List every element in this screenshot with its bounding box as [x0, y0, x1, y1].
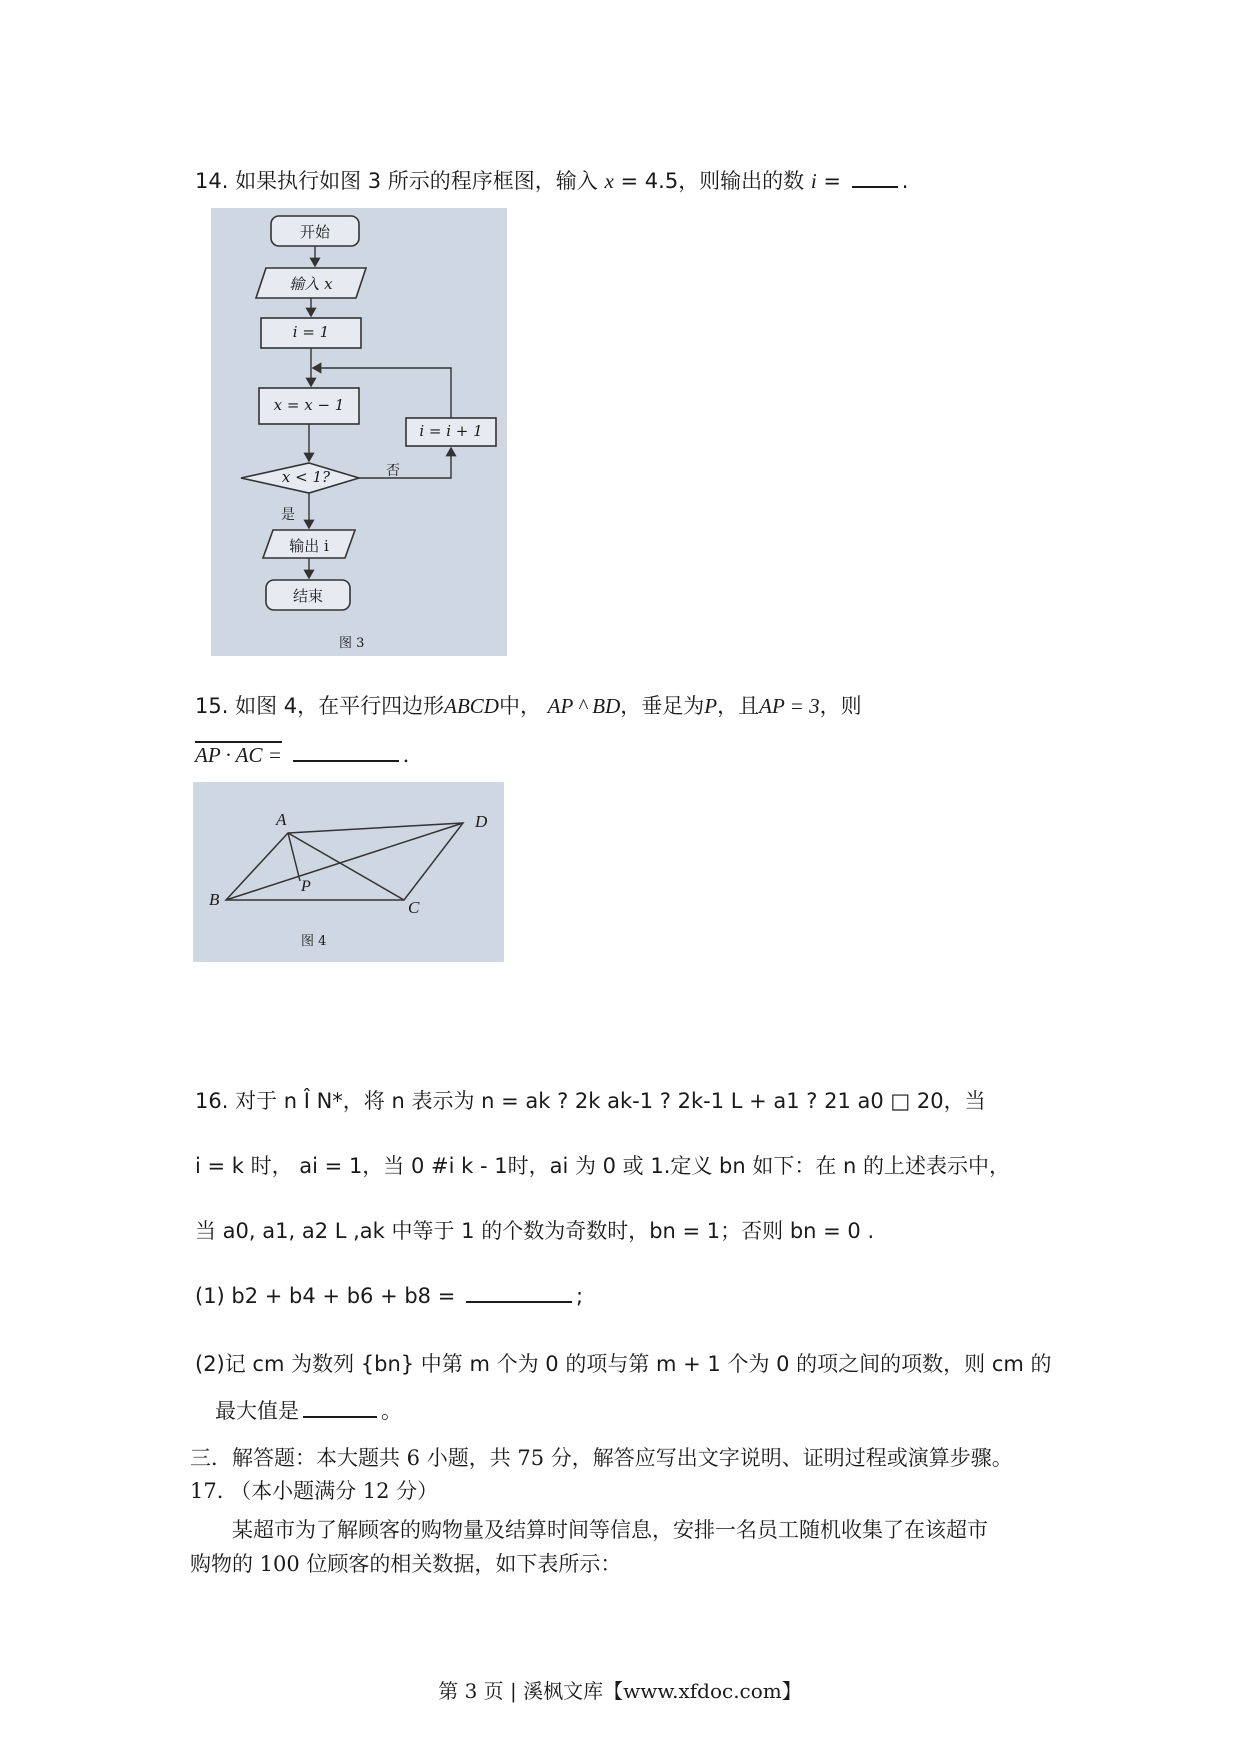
- question-text-b: ，则输出的数: [678, 169, 805, 193]
- question-17-line-1: 某超市为了解顾客的购物量及结算时间等信息，安排一名员工随机收集了在该超市: [232, 1518, 988, 1542]
- parallelogram-svg: [193, 782, 504, 962]
- text-mid: 中，: [498, 694, 541, 718]
- question-text: 如图 4，在平行四边形: [235, 694, 445, 718]
- answer-blank: [852, 168, 898, 188]
- point-p: P: [704, 694, 718, 718]
- perpendicular-expr: AP ^ BD: [547, 694, 621, 718]
- no-label: 否: [386, 463, 400, 479]
- label-d: D: [475, 812, 488, 831]
- text-and: ，且: [717, 694, 760, 718]
- answer-blank: [303, 1398, 377, 1418]
- condition-label: x < 1?: [281, 468, 331, 486]
- question-14: [195, 165, 908, 195]
- update-label: x = x − 1: [273, 396, 345, 414]
- answer-blank: [466, 1283, 572, 1303]
- text-then: ，则: [819, 694, 862, 718]
- variable-x: x: [604, 169, 614, 193]
- question-16-part-2: (2)记 cm 为数列 {bn} 中第 m 个为 0 的项与第 m + 1 个为 0 的项之间的项数，则 cm 的: [195, 1352, 1052, 1376]
- question-16-line-1: 16. 对于 n Î N*，将 n 表示为 n = ak ? 2k ak-1 ? 2k-1 L + a1 ? 21 a0 □ 20，当: [195, 1089, 986, 1113]
- part-1-expr: (1) b2 + b4 + b6 + b8 =: [195, 1284, 456, 1308]
- part-2b-text: 最大值是: [215, 1399, 299, 1423]
- output-label: 输出 i: [289, 537, 329, 555]
- start-label: 开始: [299, 223, 330, 241]
- question-number: 15.: [195, 694, 229, 718]
- period: .: [901, 169, 909, 193]
- page-footer: 第 3 页 | 溪枫文库【www.xfdoc.com】: [438, 1679, 802, 1703]
- question-number: 17.: [190, 1479, 224, 1503]
- question-15-line-2: [195, 742, 409, 768]
- part-2b-tail: 。: [381, 1399, 402, 1423]
- shape-name: ABCD: [444, 694, 499, 718]
- period: .: [402, 743, 410, 767]
- label-c: C: [408, 898, 420, 917]
- question-17-header: [190, 1475, 438, 1505]
- part-1-tail: ;: [575, 1284, 584, 1308]
- dot-product-expr: AP · AC =: [195, 743, 282, 767]
- question-16-part-2b: [215, 1395, 402, 1425]
- input-label: 输入 x: [289, 275, 333, 293]
- text-foot: ，垂足为: [620, 694, 705, 718]
- answer-blank: [293, 742, 399, 762]
- flowchart-figure-3: [211, 208, 507, 656]
- yes-label: 是: [281, 507, 295, 523]
- variable-i: i: [810, 169, 817, 193]
- parallelogram-figure-4: [193, 782, 504, 962]
- question-points: （本小题满分 12 分）: [230, 1479, 439, 1503]
- label-p: P: [301, 878, 311, 895]
- init-label: i = 1: [292, 323, 330, 341]
- label-b: B: [209, 890, 220, 909]
- label-a: A: [276, 810, 287, 829]
- segment-ap: [288, 833, 300, 881]
- ap-equation: AP = 3: [759, 694, 820, 718]
- section-3-heading: 三．解答题：本大题共 6 小题，共 75 分，解答应写出文字说明、证明过程或演算步骤。: [190, 1446, 1013, 1470]
- equals-sign: =: [823, 169, 842, 193]
- end-label: 结束: [292, 587, 323, 605]
- question-15-line-1: [195, 690, 862, 720]
- question-16-part-1: [195, 1283, 583, 1308]
- question-16-line-3: 当 a0, a1, a2 L ,ak 中等于 1 的个数为奇数时，bn = 1；否则 bn = 0 .: [195, 1219, 875, 1243]
- question-16-line-2: i = k 时， ai = 1，当 0 #i k - 1时，ai 为 0 或 1.定义 bn 如下：在 n 的上述表示中，: [195, 1154, 1011, 1178]
- question-17-line-2: 购物的 100 位顾客的相关数据，如下表所示：: [190, 1552, 622, 1576]
- figure-caption: 图 3: [339, 636, 365, 651]
- question-number: 14.: [195, 169, 229, 193]
- increment-label: i = i + 1: [419, 422, 483, 440]
- input-value: = 4.5: [620, 169, 679, 193]
- figure-caption: 图 4: [301, 934, 327, 949]
- question-text: 如果执行如图 3 所示的程序框图，输入: [235, 169, 598, 193]
